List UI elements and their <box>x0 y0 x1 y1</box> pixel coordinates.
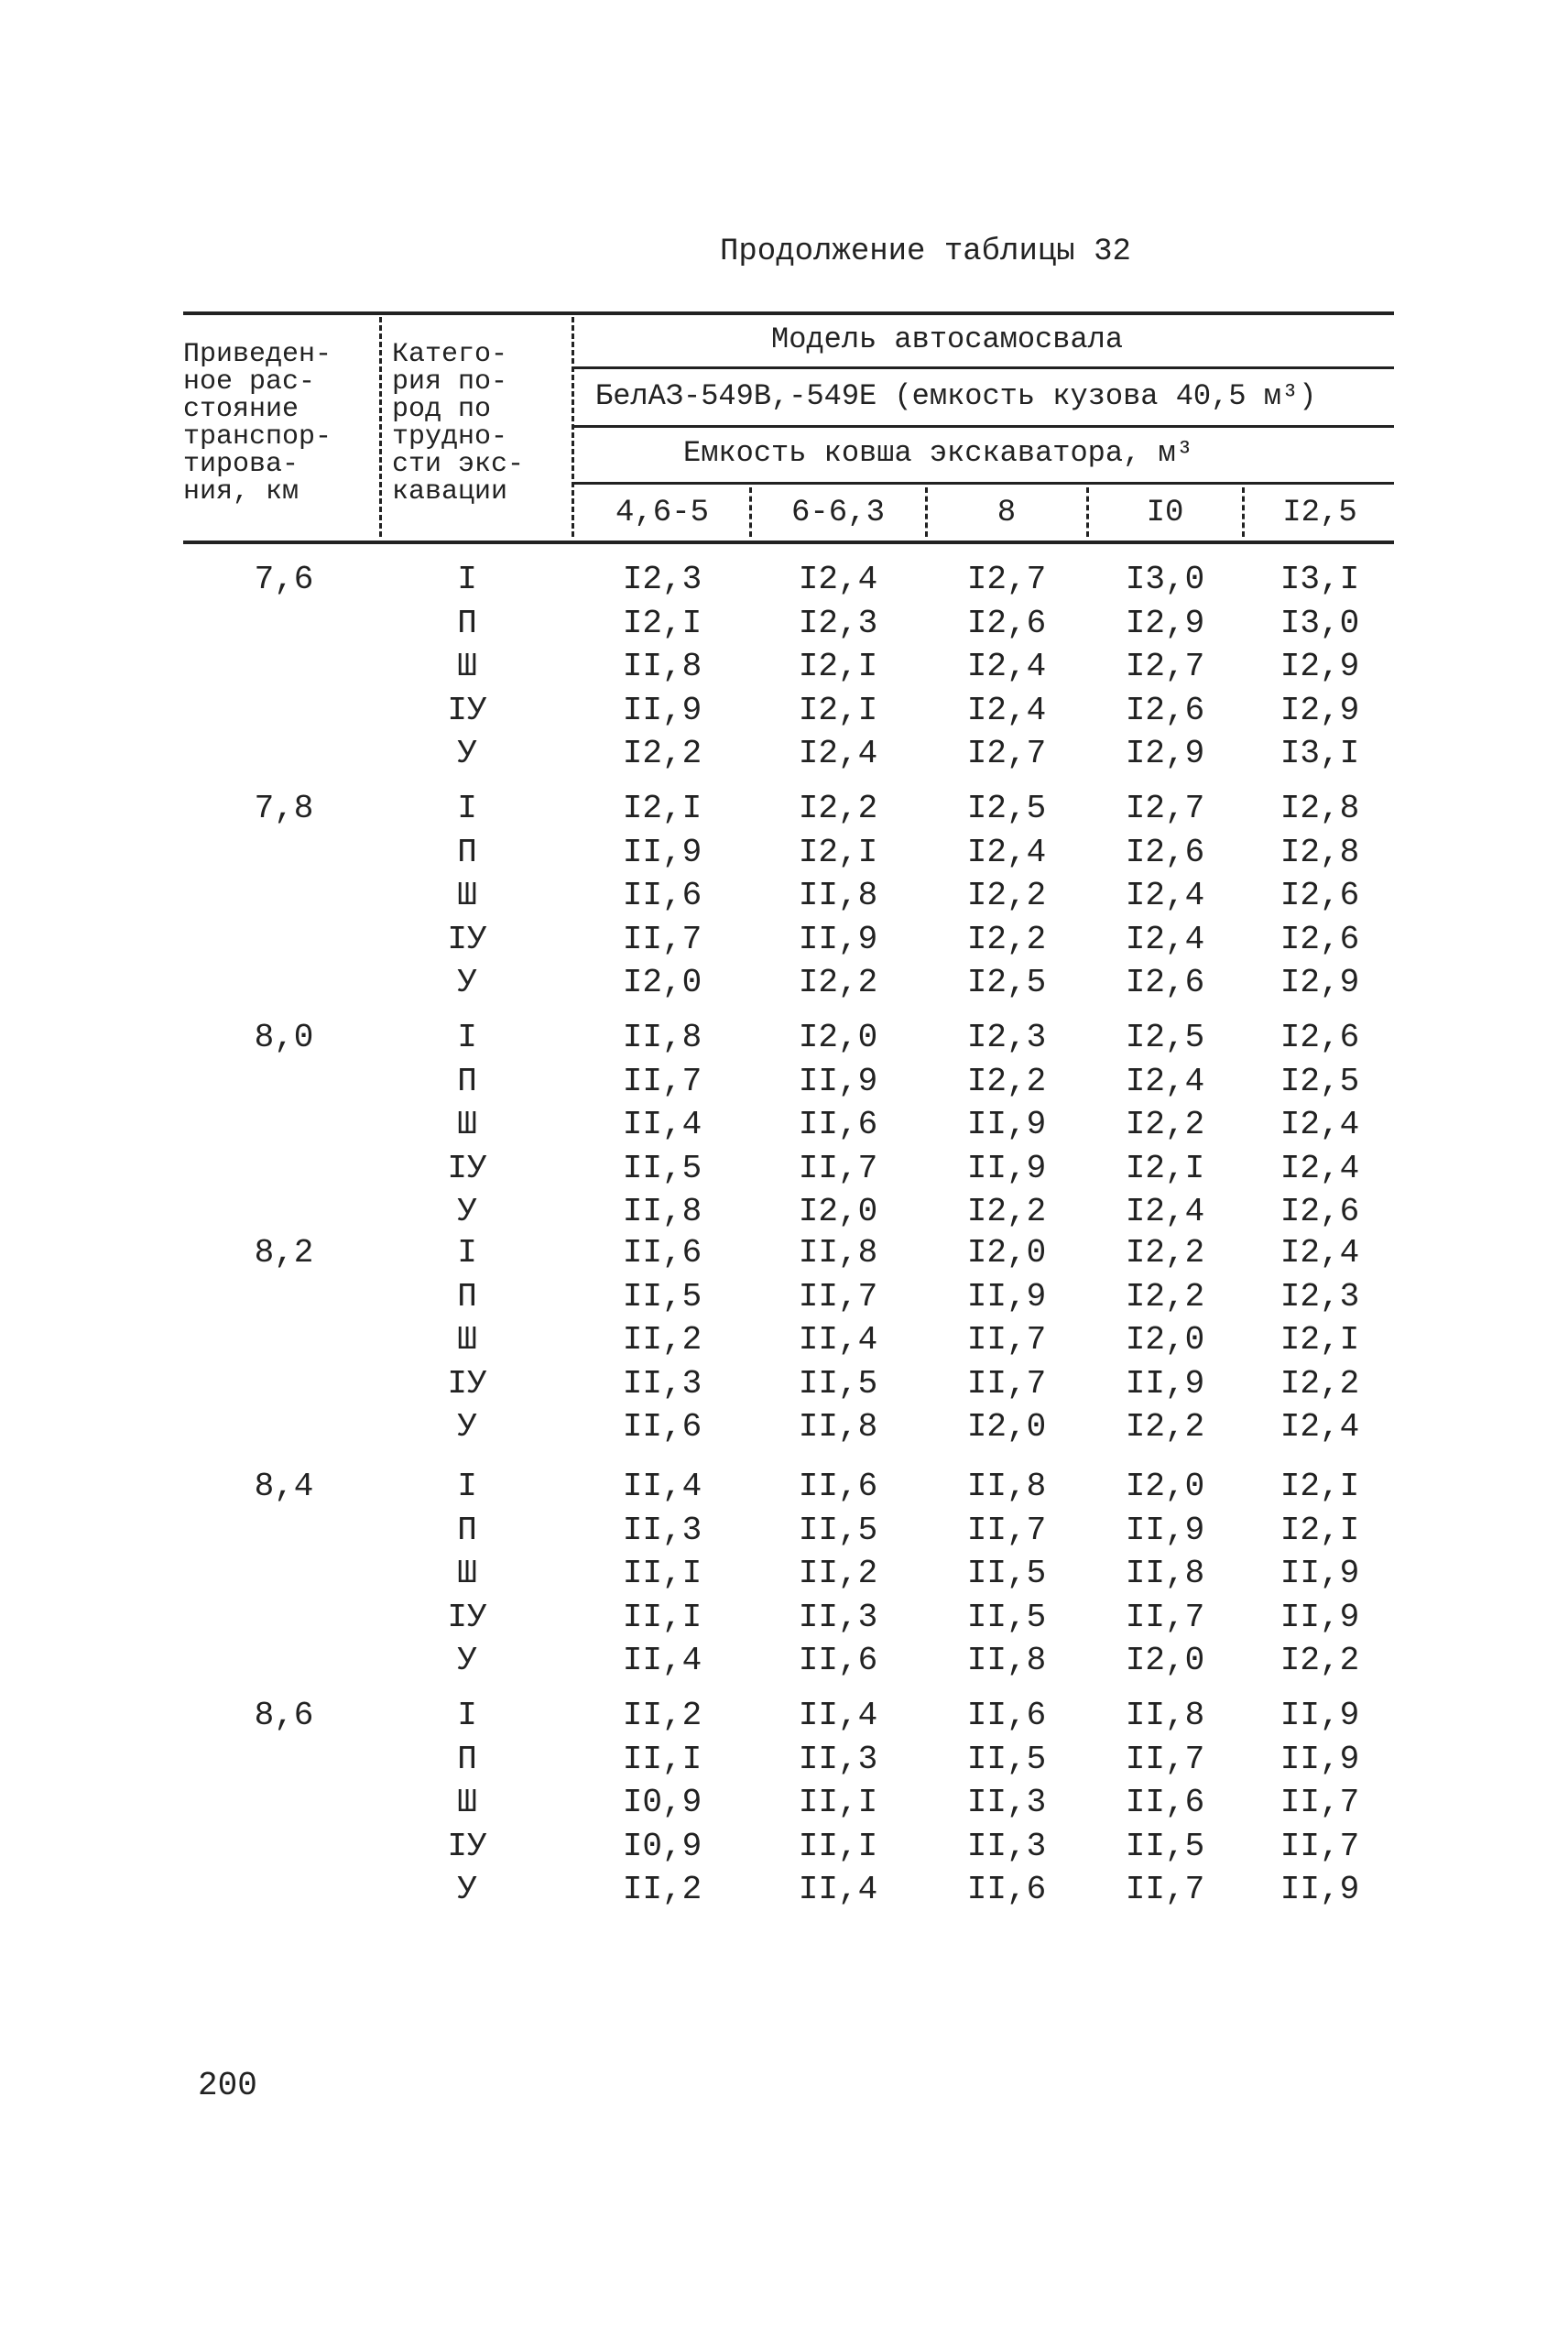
table-cell: II,7 <box>966 1365 1047 1403</box>
category-value: У <box>457 1871 477 1908</box>
table-cell: I2,3 <box>966 1019 1047 1056</box>
table-cell: I2,0 <box>798 1019 878 1056</box>
table-cell: I3,I <box>1279 561 1360 598</box>
table-cell: I2,2 <box>1125 1234 1205 1272</box>
table-cell: I2,I <box>1125 1150 1205 1187</box>
table-cell: I2,I <box>622 790 702 827</box>
table-cell: I2,7 <box>1125 790 1205 827</box>
table-cell: I2,I <box>798 834 878 871</box>
table-cell: I2,9 <box>1125 735 1205 772</box>
table-cell: I3,0 <box>1279 605 1360 642</box>
table-cell: II,9 <box>966 1278 1047 1316</box>
header-category: Катего- рия по- род по трудно- сти экс- кавации <box>392 339 525 508</box>
capacity-header: I0 <box>1146 496 1184 530</box>
category-value: П <box>457 1741 477 1778</box>
table-cell: I2,3 <box>1279 1278 1360 1316</box>
table-cell: I2,2 <box>622 735 702 772</box>
category-value: ІУ <box>447 692 487 729</box>
table-cell: II,4 <box>622 1106 702 1143</box>
table-cell: II,6 <box>622 1408 702 1446</box>
table-cell: II,9 <box>798 921 878 958</box>
table-cell: I2,6 <box>1279 1019 1360 1056</box>
table-cell: II,7 <box>1125 1599 1205 1636</box>
table-cell: I2,7 <box>1125 648 1205 685</box>
table-cell: II,8 <box>798 877 878 914</box>
table-cell: II,5 <box>622 1150 702 1187</box>
table-cell: II,6 <box>622 1234 702 1272</box>
table-cell: I2,4 <box>798 735 878 772</box>
table-cell: I2,0 <box>798 1193 878 1230</box>
table-cell: I2,5 <box>966 790 1047 827</box>
table-cell: I2,I <box>798 692 878 729</box>
category-value: У <box>457 1193 477 1230</box>
table-cell: II,5 <box>966 1741 1047 1778</box>
table-cell: II,6 <box>966 1871 1047 1908</box>
table-cell: I2,4 <box>798 561 878 598</box>
category-value: У <box>457 1408 477 1446</box>
table-cell: II,9 <box>1125 1365 1205 1403</box>
table-cell: I2,6 <box>1279 921 1360 958</box>
table-cell: II,7 <box>1125 1871 1205 1908</box>
table-cell: II,8 <box>798 1234 878 1272</box>
table-cell: I2,3 <box>622 561 702 598</box>
table-cell: II,5 <box>966 1555 1047 1592</box>
table-cell: I2,5 <box>966 964 1047 1001</box>
table-cell: II,3 <box>966 1828 1047 1865</box>
table-cell: II,6 <box>622 877 702 914</box>
table-cell: II,4 <box>798 1871 878 1908</box>
table-cell: I2,6 <box>1279 1193 1360 1230</box>
header-rule-truck <box>573 425 1394 428</box>
table-cell: I2,2 <box>1125 1106 1205 1143</box>
table-cell: I2,6 <box>1279 877 1360 914</box>
table-cell: I2,4 <box>966 648 1047 685</box>
table-cell: II,4 <box>622 1642 702 1679</box>
table-cell: II,5 <box>1125 1828 1205 1865</box>
table-cell: II,6 <box>798 1468 878 1505</box>
header-model: Модель автосамосвала <box>771 322 1124 356</box>
category-value: ІУ <box>447 921 487 958</box>
table-cell: II,4 <box>622 1468 702 1505</box>
table-cell: I2,5 <box>1125 1019 1205 1056</box>
table-cell: II,4 <box>798 1697 878 1734</box>
table-cell: I2,4 <box>1125 877 1205 914</box>
table-cell: II,8 <box>622 1193 702 1230</box>
table-cell: I2,2 <box>798 964 878 1001</box>
table-cell: II,2 <box>622 1697 702 1734</box>
table-cell: I2,4 <box>1125 1193 1205 1230</box>
table-cell: II,8 <box>966 1642 1047 1679</box>
category-value: I <box>457 561 477 598</box>
table-cell: I2,2 <box>798 790 878 827</box>
table-cell: II,3 <box>798 1599 878 1636</box>
capacity-header: 6-6,3 <box>790 496 886 530</box>
category-value: П <box>457 1512 477 1549</box>
table-top-rule <box>183 311 1394 315</box>
table-cell: II,9 <box>1279 1697 1360 1734</box>
table-cell: II,9 <box>1279 1555 1360 1592</box>
table-cell: I2,0 <box>1125 1642 1205 1679</box>
table-cell: II,9 <box>1125 1512 1205 1549</box>
table-cell: I2,4 <box>1279 1150 1360 1187</box>
header-separator <box>925 487 928 537</box>
distance-value: 7,6 <box>254 561 314 598</box>
table-cell: I2,8 <box>1279 790 1360 827</box>
distance-value: 8,6 <box>254 1697 314 1734</box>
table-cell: II,9 <box>966 1150 1047 1187</box>
table-cell: II,2 <box>798 1555 878 1592</box>
table-cell: II,4 <box>798 1321 878 1359</box>
table-cell: II,8 <box>1125 1555 1205 1592</box>
header-separator <box>1242 487 1245 537</box>
distance-value: 8,0 <box>254 1019 314 1056</box>
header-distance: Приведен- ное рас- стояние транспор- тирова- ния, км <box>183 339 332 508</box>
table-cell: I2,0 <box>1125 1468 1205 1505</box>
table-cell: I2,2 <box>966 1063 1047 1100</box>
table-cell: II,6 <box>1125 1784 1205 1821</box>
category-value: У <box>457 735 477 772</box>
table-cell: I2,6 <box>966 605 1047 642</box>
table-cell: II,6 <box>798 1642 878 1679</box>
table-cell: I2,3 <box>798 605 878 642</box>
table-cell: I2,9 <box>1279 964 1360 1001</box>
table-cell: II,2 <box>622 1321 702 1359</box>
table-cell: II,8 <box>1125 1697 1205 1734</box>
header-rule-model <box>573 366 1394 369</box>
table-cell: I2,7 <box>966 735 1047 772</box>
table-cell: I2,I <box>622 605 702 642</box>
category-value: I <box>457 1019 477 1056</box>
header-separator <box>1086 487 1089 537</box>
table-cell: I2,4 <box>1125 921 1205 958</box>
table-cell: II,9 <box>622 692 702 729</box>
table-cell: II,8 <box>622 648 702 685</box>
table-caption: Продолжение таблицы 32 <box>720 235 1131 269</box>
table-cell: I2,4 <box>966 692 1047 729</box>
table-cell: I0,9 <box>622 1784 702 1821</box>
table-cell: I2,4 <box>1279 1234 1360 1272</box>
table-cell: I2,8 <box>1279 834 1360 871</box>
table-cell: II,5 <box>798 1365 878 1403</box>
category-value: П <box>457 1278 477 1316</box>
table-cell: I2,0 <box>966 1408 1047 1446</box>
header-separator <box>379 317 382 537</box>
table-cell: I2,0 <box>622 964 702 1001</box>
table-cell: I2,6 <box>1125 964 1205 1001</box>
table-cell: I3,0 <box>1125 561 1205 598</box>
table-cell: I2,9 <box>1279 648 1360 685</box>
distance-value: 8,2 <box>254 1234 314 1272</box>
table-cell: I2,4 <box>1279 1408 1360 1446</box>
table-cell: II,3 <box>622 1512 702 1549</box>
table-cell: II,7 <box>798 1278 878 1316</box>
header-truck: БелАЗ-549В,-549Е (емкость кузова 40,5 м³) <box>595 379 1317 413</box>
capacity-header: 4,6-5 <box>615 496 710 530</box>
header-separator <box>572 317 574 537</box>
table-cell: II,7 <box>1279 1828 1360 1865</box>
table-cell: I2,6 <box>1125 692 1205 729</box>
table-cell: II,7 <box>798 1150 878 1187</box>
distance-value: 7,8 <box>254 790 314 827</box>
table-cell: I2,I <box>1279 1512 1360 1549</box>
table-cell: II,3 <box>798 1741 878 1778</box>
table-cell: I2,0 <box>966 1234 1047 1272</box>
table-cell: I2,0 <box>1125 1321 1205 1359</box>
category-value: Ш <box>457 1106 477 1143</box>
table-cell: I0,9 <box>622 1828 702 1865</box>
table-cell: I2,2 <box>1279 1642 1360 1679</box>
category-value: Ш <box>457 1321 477 1359</box>
table-cell: II,9 <box>1279 1871 1360 1908</box>
table-cell: II,7 <box>966 1512 1047 1549</box>
category-value: ІУ <box>447 1365 487 1403</box>
table-cell: II,8 <box>798 1408 878 1446</box>
page-number: 200 <box>198 2067 257 2104</box>
table-cell: II,7 <box>966 1321 1047 1359</box>
category-value: П <box>457 1063 477 1100</box>
category-value: У <box>457 964 477 1001</box>
table-cell: II,5 <box>966 1599 1047 1636</box>
category-value: Ш <box>457 877 477 914</box>
table-cell: II,7 <box>622 921 702 958</box>
capacity-header: I2,5 <box>1282 496 1357 530</box>
capacity-header: 8 <box>996 496 1017 530</box>
table-cell: I2,2 <box>966 877 1047 914</box>
table-cell: I2,6 <box>1125 834 1205 871</box>
header-rule-bucket <box>573 482 1394 485</box>
category-value: П <box>457 834 477 871</box>
table-cell: I3,I <box>1279 735 1360 772</box>
table-cell: I2,2 <box>1279 1365 1360 1403</box>
category-value: У <box>457 1642 477 1679</box>
table-cell: I2,7 <box>966 561 1047 598</box>
table-cell: II,6 <box>966 1697 1047 1734</box>
category-value: I <box>457 790 477 827</box>
table-cell: II,7 <box>1279 1784 1360 1821</box>
table-cell: II,8 <box>966 1468 1047 1505</box>
table-cell: I2,9 <box>1279 692 1360 729</box>
table-cell: II,I <box>798 1828 878 1865</box>
category-value: П <box>457 605 477 642</box>
category-value: Ш <box>457 648 477 685</box>
category-value: Ш <box>457 1555 477 1592</box>
table-cell: I2,9 <box>1125 605 1205 642</box>
category-value: I <box>457 1697 477 1734</box>
table-cell: I2,I <box>1279 1468 1360 1505</box>
category-value: I <box>457 1234 477 1272</box>
category-value: Ш <box>457 1784 477 1821</box>
table-cell: I2,4 <box>1125 1063 1205 1100</box>
table-cell: II,8 <box>622 1019 702 1056</box>
table-cell: I2,I <box>1279 1321 1360 1359</box>
table-cell: II,9 <box>1279 1599 1360 1636</box>
table-cell: II,I <box>622 1555 702 1592</box>
table-cell: II,6 <box>798 1106 878 1143</box>
header-bottom-rule <box>183 541 1394 544</box>
table-cell: II,9 <box>966 1106 1047 1143</box>
table-cell: II,2 <box>622 1871 702 1908</box>
table-cell: II,I <box>622 1599 702 1636</box>
table-cell: I2,2 <box>966 921 1047 958</box>
distance-value: 8,4 <box>254 1468 314 1505</box>
table-cell: I2,I <box>798 648 878 685</box>
header-bucket: Емкость ковша экскаватора, м³ <box>683 436 1193 470</box>
category-value: ІУ <box>447 1828 487 1865</box>
table-cell: I2,2 <box>966 1193 1047 1230</box>
table-cell: II,7 <box>622 1063 702 1100</box>
header-separator <box>749 487 752 537</box>
table-cell: II,9 <box>798 1063 878 1100</box>
table-cell: II,5 <box>622 1278 702 1316</box>
table-cell: I2,2 <box>1125 1408 1205 1446</box>
table-cell: I2,2 <box>1125 1278 1205 1316</box>
table-cell: II,3 <box>622 1365 702 1403</box>
table-cell: II,I <box>798 1784 878 1821</box>
table-cell: I2,4 <box>966 834 1047 871</box>
table-cell: II,I <box>622 1741 702 1778</box>
table-cell: II,9 <box>622 834 702 871</box>
category-value: I <box>457 1468 477 1505</box>
table-cell: II,5 <box>798 1512 878 1549</box>
table-cell: II,7 <box>1125 1741 1205 1778</box>
table-cell: I2,4 <box>1279 1106 1360 1143</box>
category-value: ІУ <box>447 1150 487 1187</box>
table-cell: II,9 <box>1279 1741 1360 1778</box>
category-value: ІУ <box>447 1599 487 1636</box>
table-cell: I2,5 <box>1279 1063 1360 1100</box>
table-cell: II,3 <box>966 1784 1047 1821</box>
